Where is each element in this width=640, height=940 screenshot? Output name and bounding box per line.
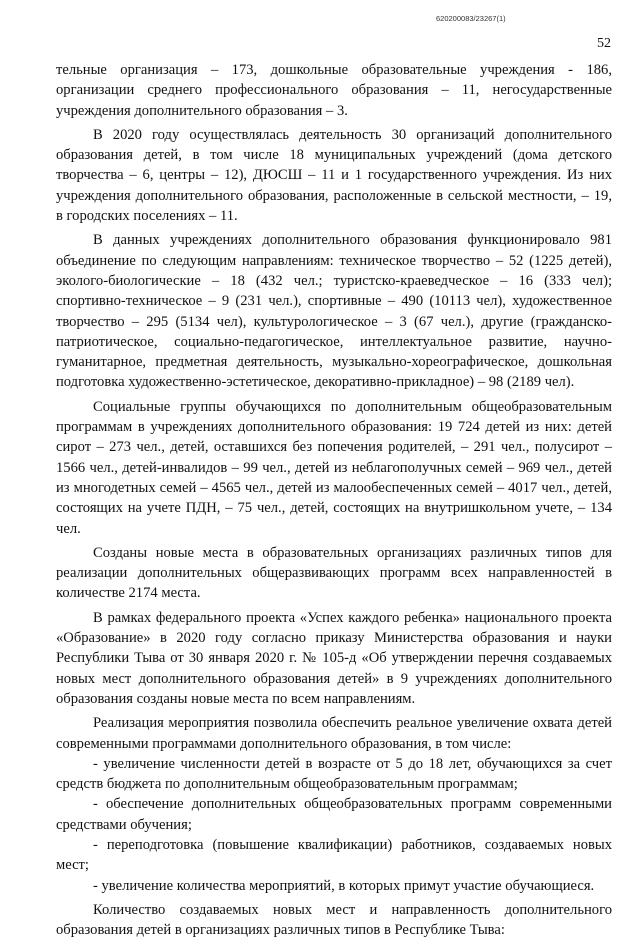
paragraph: Созданы новые места в образовательных организациях различных типов для реализации дополнительных общеразвивающих программ всех направленностей в количестве 2174 места. <box>56 544 612 602</box>
paragraph: Социальные группы обучающихся по дополнительным общеобразовательным программам в учреждениях дополнительного образования: 19 724 детей из них: детей сирот – 273 чел., детей, оставшихся без попечения родителей, – 291 чел., полусирот – 1566 чел., детей-инвалидов – 99 чел., детей из неблагополучных семей – 969 чел., детей из многодетных семей – 4565 чел., детей из малообеспеченных семей – 4017 чел., детей, состоящих на учете ПДН, – 75 чел., детей, состоящих на внутришкольном учете, – 134 чел. <box>56 398 612 537</box>
paragraph: Количество создаваемых новых мест и направленность дополнительного образования детей в организациях различных типов в Республике Тыва: <box>56 901 612 939</box>
paragraph: тельные организация – 173, дошкольные образовательные учреждения - 186, организации среднего профессионального образования – 11, негосударственные учреждения дополнительного образования – 3. <box>56 62 612 119</box>
list-item: - увеличение количества мероприятий, в которых примут участие обучающиеся. <box>93 877 595 894</box>
paragraph: В рамках федерального проекта «Успех каждого ребенка» национального проекта «Образование» в 2020 году согласно приказу Министерства образования и науки Республики Тыва от 30 января 2020 г. № 105-д «Об утверждении перечня создаваемых новых мест дополнительного образования детей» в 9 учреждениях дополнительного образования созданы новые места по всем направлениям. <box>56 609 612 707</box>
list-item: - обеспечение дополнительных общеобразовательных программ современными средствами обучения; <box>56 796 612 833</box>
document-body <box>56 60 612 940</box>
document-code: 620200083/23267(1) <box>436 14 506 23</box>
list-item: - увеличение численности детей в возрасте от 5 до 18 лет, обучающихся за счет средств бюджета по дополнительным общеобразовательным программам; <box>56 755 612 793</box>
page-number: 52 <box>597 36 611 51</box>
paragraph: Реализация мероприятия позволила обеспечить реальное увеличение охвата детей современными программами дополнительного образования, в том числе: <box>56 715 612 752</box>
paragraph: В 2020 году осуществлялась деятельность 30 организаций дополнительного образования детей, в том числе 18 муниципальных учреждений (дома детского творчества – 6, центры – 12), ДЮСШ – 11 и 1 государственного учреждения. Из них учреждения дополнительного образования, расположенные в сельской местности, – 19, в городских поселениях – 11. <box>56 126 612 225</box>
list-item: - переподготовка (повышение квалификации) работников, создаваемых новых мест; <box>56 836 612 874</box>
paragraph: В данных учреждениях дополнительного образования функционировало 981 объединение по следующим направлениям: техническое творчество – 52 (1225 детей), эколого-биологические – 18 (432 чел.; туристско-краеведческое – 16 (333 чел); спортивно-техническое – 9 (231 чел.), спортивные – 490 (10113 чел), художественное творчество – 295 (5134 чел), культурологическое – 3 (67 чел.), другие (гражданско-патриотическое, социально-педагогическое, интеллектуальное развитие, научно-гуманитарное, предметная деятельность, музыкально-хореографическое, дошкольная подготовка художественно-эстетическое, декоративно-прикладное) – 98 (2189 чел). <box>56 232 612 391</box>
